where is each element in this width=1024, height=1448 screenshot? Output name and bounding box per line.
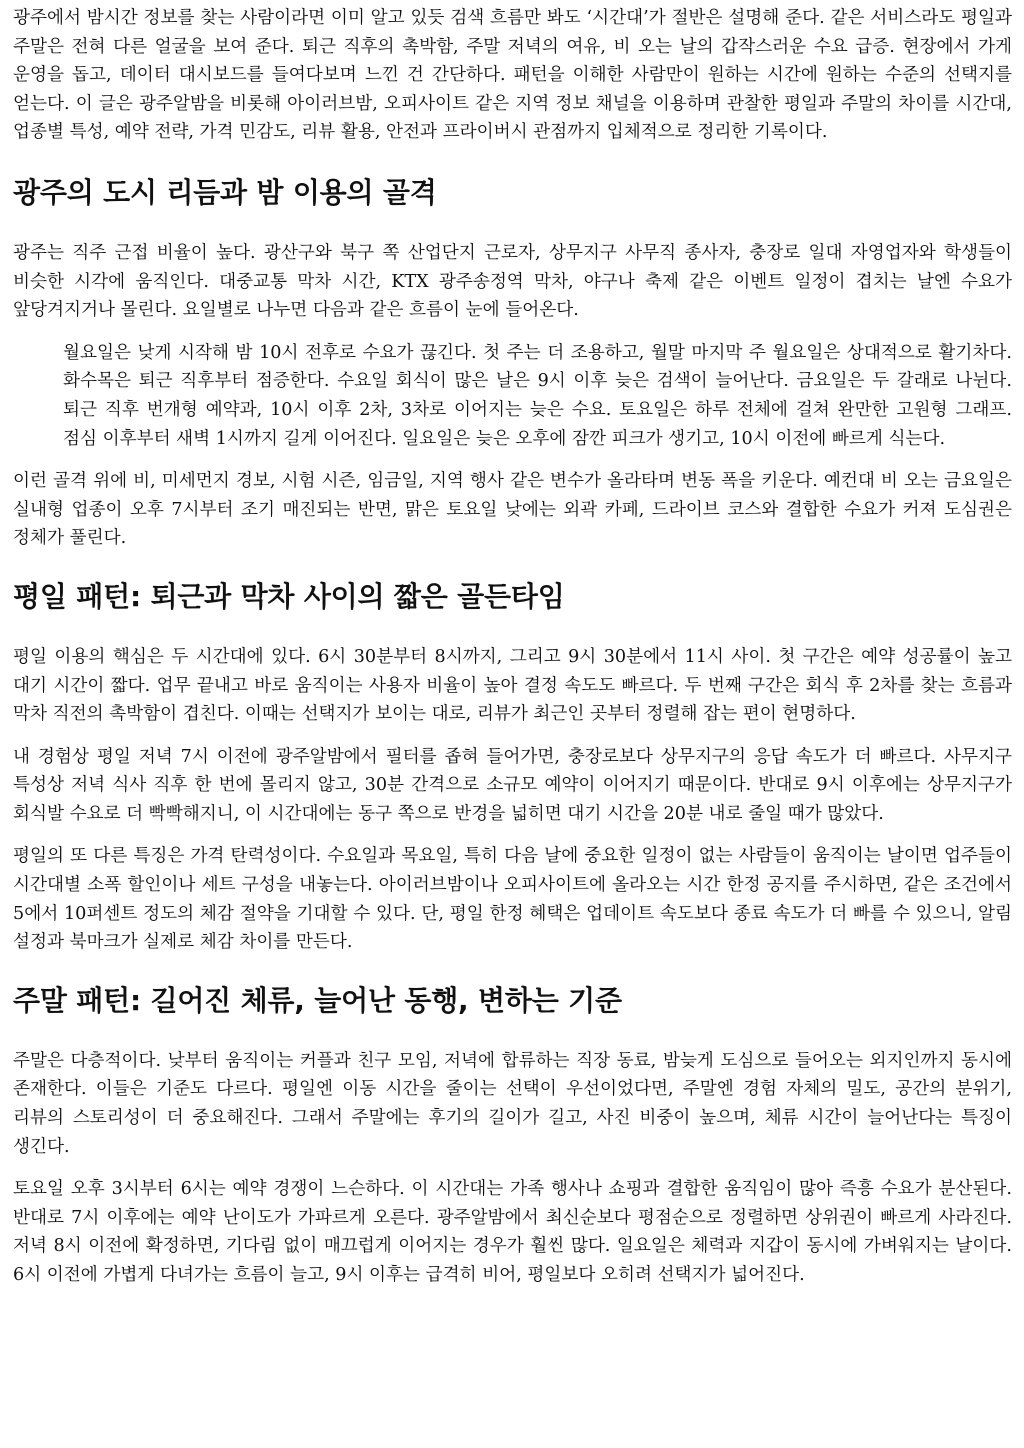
section-heading-city-rhythm: 광주의 도시 리듬과 밤 이용의 골격 [13,175,437,209]
paragraph-weekend-layers: 주말은 다층적이다. 낮부터 움직이는 커플과 친구 모임, 저녁에 합류하는 직장 동료, 밤늦게 도심으로 들어오는 외지인까지 동시에 존재한다. 이들은 기준도 다르다. 평일엔 이동 시간을 줄이는 선택이 우선이었다면, 주말엔 경험 자체의 밀도, 공간의 분위기, 리뷰의 스토리성이 더 중요해진다. 그래서 주말에는 후기의 길이가 길고, 사진 비중이 높으며, 체류 시간이 늘어난다는 특징이 생긴다. [13,1050,1012,1157]
paragraph-variables: 이런 골격 위에 비, 미세먼지 경보, 시험 시즌, 임금일, 지역 행사 같은 변수가 올라타며 변동 폭을 키운다. 예컨대 비 오는 금요일은 실내형 업종이 오후 7시부터 조기 매진되는 반면, 맑은 토요일 낮에는 외곽 카페, 드라이브 코스와 결합한 수요가 커져 도심권은 정체가 풀린다. [13,471,1012,549]
paragraph-city-commute: 광주는 직주 근접 비율이 높다. 광산구와 북구 쪽 산업단지 근로자, 상무지구 사무직 종사자, 충장로 일대 자영업자와 학생들이 비슷한 시각에 움직인다. 대중교통 막차 시간, KTX 광주송정역 막차, 야구나 축제 같은 이벤트 일정이 겹치는 날엔 수요가 앞당겨지거나 몰린다. 요일별로 나누면 다음과 같은 흐름이 눈에 들어온다. [13,242,1012,321]
paragraph-weekday-price: 평일의 또 다른 특징은 가격 탄력성이다. 수요일과 목요일, 특히 다음 날에 중요한 일정이 없는 사람들이 움직이는 날이면 업주들이 시간대별 소폭 할인이나 세트 구성을 내놓는다. 아이러브밤이나 오피사이트에 올라오는 시간 한정 공지를 주시하면, 같은 조건에서 5에서 10퍼센트 정도의 체감 절약을 기대할 수 있다. 단, 평일 한정 혜택은 업데이트 속도보다 종료 속도가 더 빠를 수 있으니, 알림 설정과 북마크가 실제로 체감 차이를 만든다. [13,846,1012,953]
paragraph-weekday-experience: 내 경험상 평일 저녁 7시 이전에 광주알밤에서 필터를 좁혀 들어가면, 충장로보다 상무지구의 응답 속도가 더 빠르다. 사무지구 특성상 저녁 식사 직후 한 번에 몰리지 않고, 30분 간격으로 소규모 예약이 이어지기 때문이다. 반대로 9시 이후에는 상무지구가 회식발 수요로 더 빡빡해지니, 이 시간대에는 동구 쪽으로 반경을 넓히면 대기 시간을 20분 내로 줄일 때가 많았다. [13,746,1012,824]
section-heading-weekend: 주말 패턴: 길어진 체류, 늘어난 동행, 변하는 기준 [13,983,622,1017]
paragraph-weekend-timing: 토요일 오후 3시부터 6시는 예약 경쟁이 느슨하다. 이 시간대는 가족 행사나 쇼핑과 결합한 움직임이 많아 즉흥 수요가 분산된다. 반대로 7시 이후에는 예약 난이도가 가파르게 오른다. 광주알밤에서 최신순보다 평점순으로 정렬하면 상위권이 빠르게 사라진다. 저녁 8시 이전에 확정하면, 기다림 없이 매끄럽게 이어지는 경우가 훨씬 많다. 일요일은 체력과 지갑이 동시에 가벼워지는 날이다. 6시 이전에 가볍게 다녀가는 흐름이 늘고, 9시 이후는 급격히 비어, 평일보다 오히려 선택지가 넓어진다. [13,1179,1012,1285]
article [13,4,1012,1290]
intro-paragraph: 광주에서 밤시간 정보를 찾는 사람이라면 이미 알고 있듯 검색 흐름만 봐도 ‘시간대’가 절반은 설명해 준다. 같은 서비스라도 평일과 주말은 전혀 다른 얼굴을 보여 준다. 퇴근 직후의 촉박함, 주말 저녁의 여유, 비 오는 날의 갑작스러운 수요 급증. 현장에서 가게 운영을 돕고, 데이터 대시보드를 들여다보며 느낀 건 간단하다. 패턴을 이해한 사람만이 원하는 시간에 원하는 수준의 선택지를 얻는다. 이 글은 광주알밤을 비롯해 아이러브밤, 오피사이트 같은 지역 정보 채널을 이용하며 관찰한 평일과 주말의 차이를 시간대, 업종별 특성, 예약 전략, 가격 민감도, 리뷰 활용, 안전과 프라이버시 관점까지 입체적으로 정리한 기록이다. [13,8,1012,143]
section-heading-weekday: 평일 패턴: 퇴근과 막차 사이의 짧은 골든타임 [13,579,565,613]
weekday-flow-quote [13,339,1012,453]
paragraph-weekday-golden-time: 평일 이용의 핵심은 두 시간대에 있다. 6시 30분부터 8시까지, 그리고 9시 30분에서 11시 사이. 첫 구간은 예약 성공률이 높고 대기 시간이 짧다. 업무 끝내고 바로 움직이는 사용자 비율이 높아 결정 속도도 빠르다. 두 번째 구간은 회식 후 2차를 찾는 흐름과 막차 직전의 촉박함이 겹친다. 이때는 선택지가 보이는 대로, 리뷰가 최근인 곳부터 정렬해 잡는 편이 현명하다. [13,646,1012,725]
quote-text: 월요일은 낮게 시작해 밤 10시 전후로 수요가 끊긴다. 첫 주는 더 조용하고, 월말 마지막 주 월요일은 상대적으로 활기차다. 화수목은 퇴근 직후부터 점증한다. 수요일 회식이 많은 날은 9시 이후 늦은 검색이 늘어난다. 금요일은 두 갈래로 나뉜다. 퇴근 직후 번개형 예약과, 10시 이후 2차, 3차로 이어지는 늦은 수요. 토요일은 하루 전체에 걸쳐 완만한 고원형 그래프. 점심 이후부터 새벽 1시까지 길게 이어진다. 일요일은 늦은 오후에 잠깐 피크가 생기고, 10시 이전에 빠르게 식는다. [63,342,1012,449]
